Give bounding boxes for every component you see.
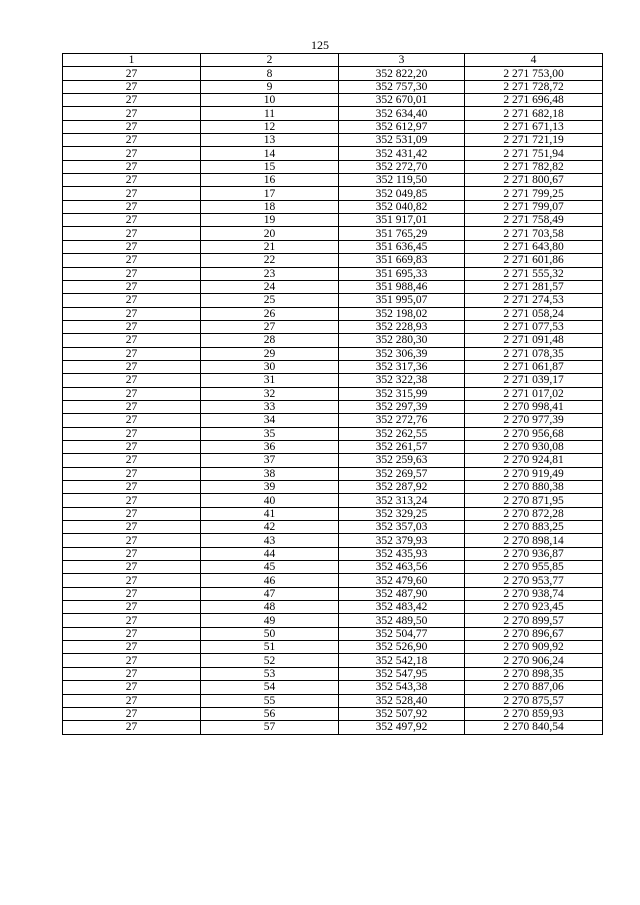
cell-col-1: 27 xyxy=(63,587,201,600)
table-row xyxy=(63,294,603,307)
cell-col-4: 2 270 936,87 xyxy=(465,547,603,560)
table-row xyxy=(63,667,603,680)
cell-col-4: 2 271 555,32 xyxy=(465,267,603,280)
cell-col-1: 27 xyxy=(63,561,201,574)
cell-col-1: 27 xyxy=(63,147,201,160)
cell-col-4: 2 270 896,67 xyxy=(465,627,603,640)
table-row xyxy=(63,440,603,453)
cell-col-1: 27 xyxy=(63,67,201,80)
cell-col-4: 2 271 696,48 xyxy=(465,94,603,107)
cell-col-3: 351 669,83 xyxy=(339,254,465,267)
table-row xyxy=(63,67,603,80)
cell-col-3: 352 507,92 xyxy=(339,707,465,720)
cell-col-1: 27 xyxy=(63,534,201,547)
cell-col-3: 352 261,57 xyxy=(339,440,465,453)
table-row xyxy=(63,521,603,534)
table-row xyxy=(63,334,603,347)
cell-col-2: 29 xyxy=(201,347,339,360)
cell-col-1: 27 xyxy=(63,294,201,307)
cell-col-4: 2 270 923,45 xyxy=(465,601,603,614)
cell-col-2: 40 xyxy=(201,494,339,507)
cell-col-1: 27 xyxy=(63,280,201,293)
cell-col-1: 27 xyxy=(63,347,201,360)
cell-col-1: 27 xyxy=(63,307,201,320)
cell-col-2: 50 xyxy=(201,627,339,640)
cell-col-1: 27 xyxy=(63,160,201,173)
table-row xyxy=(63,174,603,187)
table-row xyxy=(63,641,603,654)
cell-col-3: 352 297,39 xyxy=(339,400,465,413)
cell-col-1: 27 xyxy=(63,481,201,494)
cell-col-3: 352 259,63 xyxy=(339,454,465,467)
cell-col-2: 20 xyxy=(201,227,339,240)
cell-col-3: 352 670,01 xyxy=(339,94,465,107)
cell-col-4: 2 270 953,77 xyxy=(465,574,603,587)
cell-col-1: 27 xyxy=(63,187,201,200)
cell-col-3: 352 228,93 xyxy=(339,320,465,333)
cell-col-2: 35 xyxy=(201,427,339,440)
cell-col-2: 42 xyxy=(201,521,339,534)
cell-col-1: 27 xyxy=(63,107,201,120)
cell-col-1: 27 xyxy=(63,454,201,467)
cell-col-4: 2 271 274,53 xyxy=(465,294,603,307)
cell-col-3: 351 988,46 xyxy=(339,280,465,293)
cell-col-1: 27 xyxy=(63,414,201,427)
cell-col-1: 27 xyxy=(63,641,201,654)
table-row xyxy=(63,574,603,587)
cell-col-1: 27 xyxy=(63,614,201,627)
cell-col-3: 352 483,42 xyxy=(339,601,465,614)
cell-col-1: 27 xyxy=(63,387,201,400)
cell-col-2: 16 xyxy=(201,174,339,187)
cell-col-3: 352 269,57 xyxy=(339,467,465,480)
cell-col-3: 352 329,25 xyxy=(339,507,465,520)
cell-col-3: 352 822,20 xyxy=(339,67,465,80)
table-row xyxy=(63,400,603,413)
cell-col-4: 2 270 880,38 xyxy=(465,481,603,494)
cell-col-1: 27 xyxy=(63,494,201,507)
cell-col-1: 27 xyxy=(63,467,201,480)
cell-col-4: 2 271 799,25 xyxy=(465,187,603,200)
cell-col-4: 2 270 872,28 xyxy=(465,507,603,520)
cell-col-4: 2 270 930,08 xyxy=(465,440,603,453)
cell-col-2: 41 xyxy=(201,507,339,520)
table-row xyxy=(63,187,603,200)
table-row xyxy=(63,681,603,694)
table-row xyxy=(63,347,603,360)
cell-col-2: 22 xyxy=(201,254,339,267)
cell-col-4: 2 270 955,85 xyxy=(465,561,603,574)
cell-col-4: 2 270 859,93 xyxy=(465,707,603,720)
cell-col-1: 27 xyxy=(63,94,201,107)
cell-col-3: 352 040,82 xyxy=(339,200,465,213)
table-row xyxy=(63,320,603,333)
cell-col-2: 13 xyxy=(201,134,339,147)
table-row xyxy=(63,614,603,627)
cell-col-4: 2 271 728,72 xyxy=(465,80,603,93)
cell-col-3: 351 765,29 xyxy=(339,227,465,240)
cell-col-2: 8 xyxy=(201,67,339,80)
cell-col-2: 54 xyxy=(201,681,339,694)
table-row xyxy=(63,654,603,667)
table-row xyxy=(63,454,603,467)
header-row xyxy=(63,54,603,67)
cell-col-1: 27 xyxy=(63,174,201,187)
cell-col-1: 27 xyxy=(63,427,201,440)
cell-col-1: 27 xyxy=(63,240,201,253)
cell-col-4: 2 271 782,82 xyxy=(465,160,603,173)
cell-col-4: 2 271 753,00 xyxy=(465,67,603,80)
cell-col-3: 352 272,70 xyxy=(339,160,465,173)
table-row xyxy=(63,107,603,120)
cell-col-3: 352 357,03 xyxy=(339,521,465,534)
cell-col-3: 351 636,45 xyxy=(339,240,465,253)
table-row xyxy=(63,534,603,547)
cell-col-2: 49 xyxy=(201,614,339,627)
cell-col-4: 2 271 601,86 xyxy=(465,254,603,267)
cell-col-1: 27 xyxy=(63,400,201,413)
table-row xyxy=(63,467,603,480)
table-row xyxy=(63,240,603,253)
cell-col-1: 27 xyxy=(63,707,201,720)
cell-col-4: 2 271 721,19 xyxy=(465,134,603,147)
cell-col-3: 352 049,85 xyxy=(339,187,465,200)
cell-col-3: 352 504,77 xyxy=(339,627,465,640)
cell-col-4: 2 271 281,57 xyxy=(465,280,603,293)
cell-col-4: 2 271 039,17 xyxy=(465,374,603,387)
table-row xyxy=(63,254,603,267)
cell-col-2: 39 xyxy=(201,481,339,494)
table-row xyxy=(63,227,603,240)
cell-col-3: 352 479,60 xyxy=(339,574,465,587)
cell-col-3: 352 528,40 xyxy=(339,694,465,707)
cell-col-3: 352 542,18 xyxy=(339,654,465,667)
cell-col-2: 44 xyxy=(201,547,339,560)
cell-col-2: 23 xyxy=(201,267,339,280)
column-header-4: 4 xyxy=(465,54,603,67)
cell-col-4: 2 271 091,48 xyxy=(465,334,603,347)
cell-col-2: 56 xyxy=(201,707,339,720)
cell-col-4: 2 270 871,95 xyxy=(465,494,603,507)
cell-col-4: 2 271 703,58 xyxy=(465,227,603,240)
cell-col-3: 352 463,56 xyxy=(339,561,465,574)
cell-col-4: 2 270 919,49 xyxy=(465,467,603,480)
table-row xyxy=(63,160,603,173)
table-row xyxy=(63,494,603,507)
cell-col-1: 27 xyxy=(63,200,201,213)
cell-col-2: 27 xyxy=(201,320,339,333)
table-row xyxy=(63,707,603,720)
cell-col-1: 27 xyxy=(63,320,201,333)
cell-col-4: 2 270 840,54 xyxy=(465,721,603,734)
cell-col-4: 2 271 058,24 xyxy=(465,307,603,320)
cell-col-1: 27 xyxy=(63,574,201,587)
cell-col-4: 2 271 799,07 xyxy=(465,200,603,213)
cell-col-2: 37 xyxy=(201,454,339,467)
cell-col-4: 2 270 956,68 xyxy=(465,427,603,440)
cell-col-1: 27 xyxy=(63,80,201,93)
cell-col-2: 57 xyxy=(201,721,339,734)
cell-col-2: 12 xyxy=(201,120,339,133)
cell-col-1: 27 xyxy=(63,547,201,560)
cell-col-4: 2 270 899,57 xyxy=(465,614,603,627)
cell-col-3: 352 487,90 xyxy=(339,587,465,600)
cell-col-4: 2 270 906,24 xyxy=(465,654,603,667)
column-header-2: 2 xyxy=(201,54,339,67)
cell-col-1: 27 xyxy=(63,627,201,640)
table-row xyxy=(63,561,603,574)
cell-col-3: 352 497,92 xyxy=(339,721,465,734)
cell-col-3: 352 634,40 xyxy=(339,107,465,120)
table-row xyxy=(63,387,603,400)
cell-col-1: 27 xyxy=(63,360,201,373)
cell-col-1: 27 xyxy=(63,267,201,280)
cell-col-3: 352 612,97 xyxy=(339,120,465,133)
cell-col-4: 2 270 924,81 xyxy=(465,454,603,467)
cell-col-2: 21 xyxy=(201,240,339,253)
cell-col-4: 2 271 758,49 xyxy=(465,214,603,227)
cell-col-2: 17 xyxy=(201,187,339,200)
cell-col-3: 352 280,30 xyxy=(339,334,465,347)
table-row xyxy=(63,94,603,107)
cell-col-1: 27 xyxy=(63,694,201,707)
cell-col-4: 2 270 998,41 xyxy=(465,400,603,413)
cell-col-4: 2 271 017,02 xyxy=(465,387,603,400)
table-row xyxy=(63,280,603,293)
table-row xyxy=(63,80,603,93)
table-row xyxy=(63,374,603,387)
cell-col-2: 52 xyxy=(201,654,339,667)
cell-col-4: 2 271 800,67 xyxy=(465,174,603,187)
cell-col-4: 2 271 682,18 xyxy=(465,107,603,120)
cell-col-3: 352 198,02 xyxy=(339,307,465,320)
cell-col-2: 28 xyxy=(201,334,339,347)
cell-col-2: 10 xyxy=(201,94,339,107)
cell-col-3: 352 531,09 xyxy=(339,134,465,147)
cell-col-2: 30 xyxy=(201,360,339,373)
cell-col-4: 2 271 078,35 xyxy=(465,347,603,360)
cell-col-2: 51 xyxy=(201,641,339,654)
cell-col-2: 47 xyxy=(201,587,339,600)
cell-col-3: 352 526,90 xyxy=(339,641,465,654)
cell-col-2: 32 xyxy=(201,387,339,400)
cell-col-3: 352 287,92 xyxy=(339,481,465,494)
table-row xyxy=(63,307,603,320)
cell-col-1: 27 xyxy=(63,601,201,614)
cell-col-4: 2 270 898,35 xyxy=(465,667,603,680)
table-row xyxy=(63,481,603,494)
cell-col-3: 352 317,36 xyxy=(339,360,465,373)
cell-col-4: 2 270 883,25 xyxy=(465,521,603,534)
cell-col-3: 352 272,76 xyxy=(339,414,465,427)
table-row xyxy=(63,200,603,213)
cell-col-1: 27 xyxy=(63,227,201,240)
cell-col-3: 352 315,99 xyxy=(339,387,465,400)
cell-col-2: 24 xyxy=(201,280,339,293)
cell-col-2: 31 xyxy=(201,374,339,387)
cell-col-3: 351 995,07 xyxy=(339,294,465,307)
cell-col-2: 53 xyxy=(201,667,339,680)
cell-col-2: 26 xyxy=(201,307,339,320)
cell-col-3: 352 379,93 xyxy=(339,534,465,547)
cell-col-1: 27 xyxy=(63,721,201,734)
cell-col-4: 2 270 898,14 xyxy=(465,534,603,547)
table-row xyxy=(63,694,603,707)
table-row xyxy=(63,134,603,147)
cell-col-3: 352 313,24 xyxy=(339,494,465,507)
table-row xyxy=(63,601,603,614)
table-row xyxy=(63,360,603,373)
cell-col-2: 18 xyxy=(201,200,339,213)
cell-col-4: 2 270 977,39 xyxy=(465,414,603,427)
cell-col-4: 2 270 909,92 xyxy=(465,641,603,654)
cell-col-3: 352 262,55 xyxy=(339,427,465,440)
cell-col-1: 27 xyxy=(63,440,201,453)
cell-col-2: 15 xyxy=(201,160,339,173)
table-row xyxy=(63,214,603,227)
table-row xyxy=(63,721,603,734)
cell-col-2: 14 xyxy=(201,147,339,160)
table-row xyxy=(63,120,603,133)
cell-col-4: 2 271 671,13 xyxy=(465,120,603,133)
cell-col-1: 27 xyxy=(63,654,201,667)
cell-col-4: 2 271 751,94 xyxy=(465,147,603,160)
cell-col-2: 48 xyxy=(201,601,339,614)
cell-col-3: 352 306,39 xyxy=(339,347,465,360)
cell-col-1: 27 xyxy=(63,681,201,694)
cell-col-4: 2 271 061,87 xyxy=(465,360,603,373)
table-row xyxy=(63,547,603,560)
cell-col-2: 55 xyxy=(201,694,339,707)
cell-col-4: 2 270 938,74 xyxy=(465,587,603,600)
cell-col-1: 27 xyxy=(63,120,201,133)
cell-col-4: 2 270 887,06 xyxy=(465,681,603,694)
page-number: 125 xyxy=(311,38,329,52)
cell-col-2: 9 xyxy=(201,80,339,93)
cell-col-3: 351 917,01 xyxy=(339,214,465,227)
cell-col-1: 27 xyxy=(63,521,201,534)
table-row xyxy=(63,627,603,640)
cell-col-2: 45 xyxy=(201,561,339,574)
cell-col-1: 27 xyxy=(63,214,201,227)
cell-col-4: 2 271 643,80 xyxy=(465,240,603,253)
table-row xyxy=(63,427,603,440)
cell-col-2: 11 xyxy=(201,107,339,120)
cell-col-3: 352 757,30 xyxy=(339,80,465,93)
cell-col-3: 352 322,38 xyxy=(339,374,465,387)
cell-col-3: 352 547,95 xyxy=(339,667,465,680)
cell-col-1: 27 xyxy=(63,507,201,520)
cell-col-1: 27 xyxy=(63,667,201,680)
table-row xyxy=(63,147,603,160)
table-row xyxy=(63,267,603,280)
cell-col-3: 352 431,42 xyxy=(339,147,465,160)
cell-col-2: 25 xyxy=(201,294,339,307)
table-header xyxy=(63,54,603,67)
cell-col-2: 36 xyxy=(201,440,339,453)
cell-col-4: 2 270 875,57 xyxy=(465,694,603,707)
cell-col-3: 352 489,50 xyxy=(339,614,465,627)
cell-col-2: 46 xyxy=(201,574,339,587)
table-row xyxy=(63,587,603,600)
cell-col-2: 34 xyxy=(201,414,339,427)
coordinates-table xyxy=(62,53,603,735)
cell-col-3: 352 119,50 xyxy=(339,174,465,187)
cell-col-3: 352 543,38 xyxy=(339,681,465,694)
cell-col-2: 38 xyxy=(201,467,339,480)
cell-col-1: 27 xyxy=(63,134,201,147)
cell-col-1: 27 xyxy=(63,254,201,267)
cell-col-2: 19 xyxy=(201,214,339,227)
cell-col-2: 43 xyxy=(201,534,339,547)
cell-col-2: 33 xyxy=(201,400,339,413)
table-body xyxy=(63,67,603,734)
cell-col-3: 352 435,93 xyxy=(339,547,465,560)
cell-col-1: 27 xyxy=(63,334,201,347)
table-row xyxy=(63,507,603,520)
cell-col-1: 27 xyxy=(63,374,201,387)
column-header-1: 1 xyxy=(63,54,201,67)
cell-col-3: 351 695,33 xyxy=(339,267,465,280)
column-header-3: 3 xyxy=(339,54,465,67)
cell-col-4: 2 271 077,53 xyxy=(465,320,603,333)
table-row xyxy=(63,414,603,427)
